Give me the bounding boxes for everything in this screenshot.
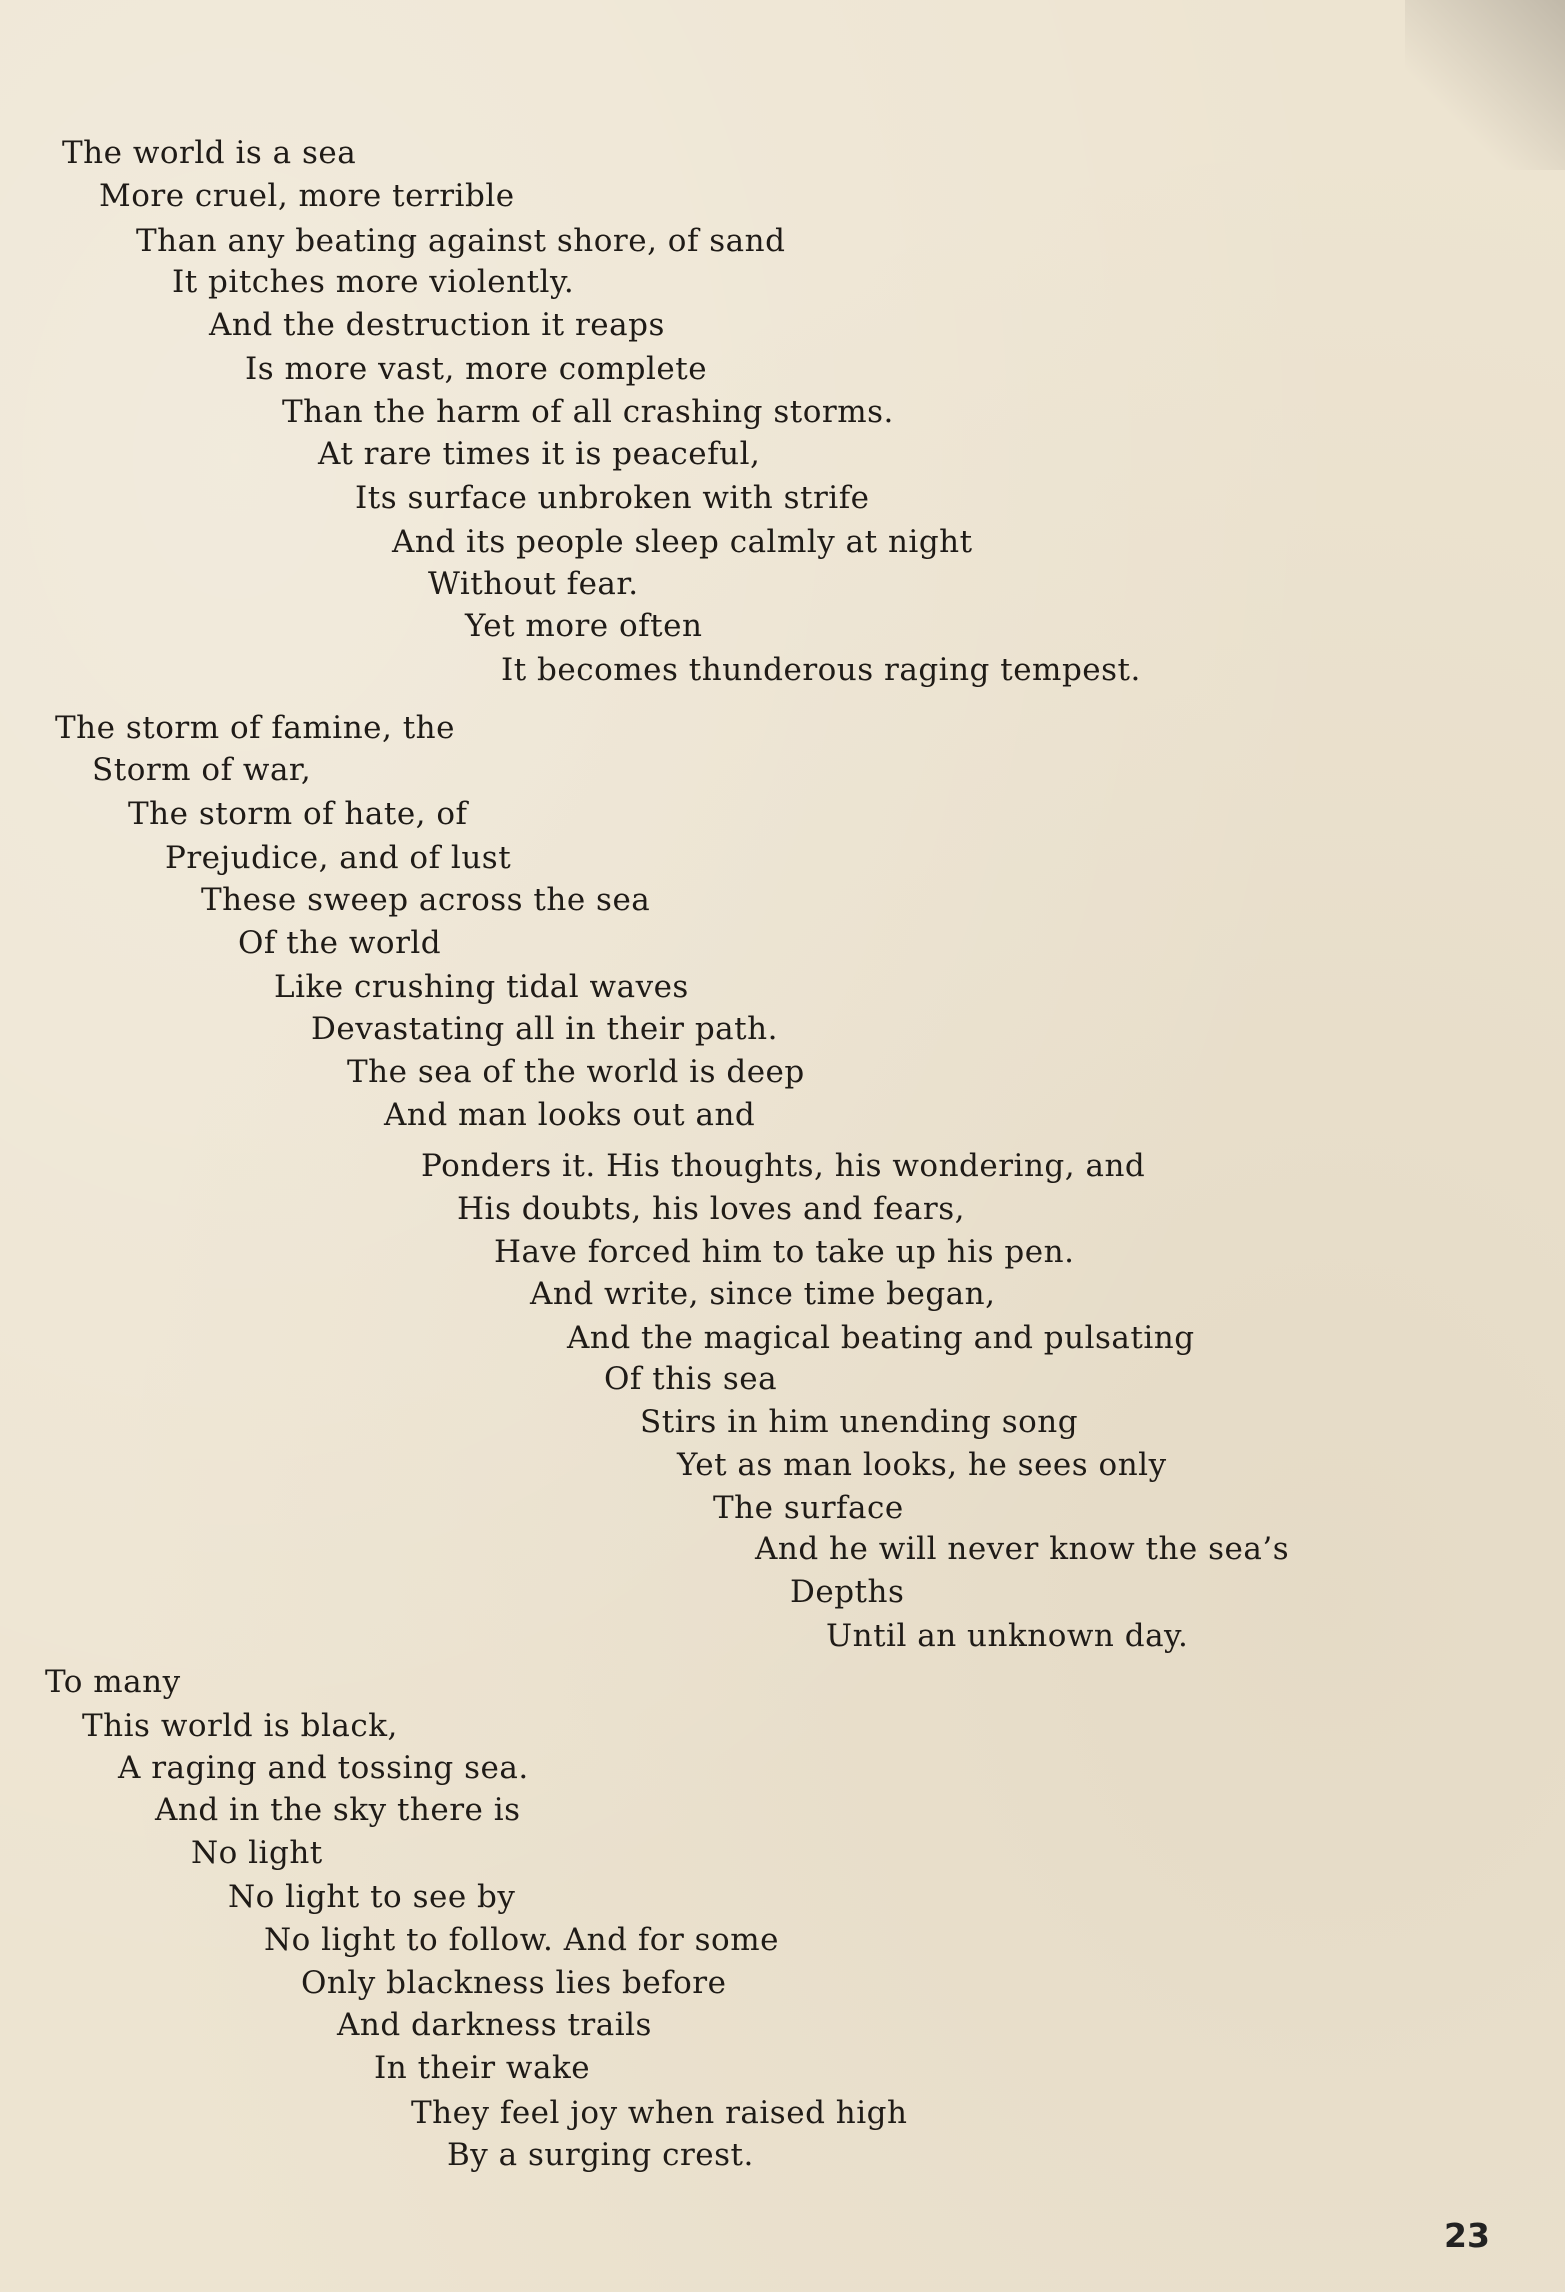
poem-line: Only blackness lies before <box>301 1965 727 2001</box>
poem-line: And the magical beating and pulsating <box>567 1320 1195 1356</box>
poem-line: Storm of war, <box>92 752 312 788</box>
poem-line: Than any beating against shore, of sand <box>136 223 786 259</box>
poem-line: They feel joy when raised high <box>411 2095 908 2131</box>
poem-line: A raging and tossing sea. <box>118 1750 529 1786</box>
poem-line: Devastating all in their path. <box>311 1011 778 1047</box>
poem-line: Until an unknown day. <box>826 1618 1189 1654</box>
poem-line: Depths <box>790 1574 905 1610</box>
poem-line: And he will never know the sea’s <box>755 1531 1290 1567</box>
poem-line: The world is a sea <box>62 135 357 171</box>
poem-line: His doubts, his loves and fears, <box>457 1191 965 1227</box>
poem-line: Prejudice, and of lust <box>165 840 512 876</box>
poem-line: Its surface unbroken with strife <box>355 480 870 516</box>
poem-line: The storm of famine, the <box>55 710 455 746</box>
poem-line: The sea of the world is deep <box>347 1054 805 1090</box>
poem-line: Of this sea <box>604 1361 778 1397</box>
poem-line: By a surging crest. <box>447 2137 754 2173</box>
poem-line: And write, since time began, <box>530 1276 996 1312</box>
poem-line: Stirs in him unending song <box>640 1404 1079 1440</box>
poem-line: In their wake <box>374 2050 591 2086</box>
poem-line: Yet as man looks, he sees only <box>677 1447 1167 1483</box>
poem-line: The surface <box>713 1490 904 1526</box>
poem-line: Like crushing tidal waves <box>274 969 689 1005</box>
poem-line: Than the harm of all crashing storms. <box>282 394 894 430</box>
poem-line: And the destruction it reaps <box>209 307 665 343</box>
poem-line: Have forced him to take up his pen. <box>494 1234 1075 1270</box>
poem-line: At rare times it is peaceful, <box>318 436 761 472</box>
poem-line: The storm of hate, of <box>128 796 468 832</box>
poem-line: And in the sky there is <box>155 1792 521 1828</box>
poem-line: No light to follow. And for some <box>264 1922 779 1958</box>
poem-line: And darkness trails <box>337 2007 652 2043</box>
poem-line: Ponders it. His thoughts, his wondering, and <box>421 1148 1146 1184</box>
poem-line: Yet more often <box>465 608 703 644</box>
poem-line: Is more vast, more complete <box>245 351 708 387</box>
page-number: 23 <box>1444 2216 1490 2255</box>
poem-line: Of the world <box>238 925 442 961</box>
poem-line: Without fear. <box>428 566 639 602</box>
poem-line: This world is black, <box>82 1708 398 1744</box>
poem-line: To many <box>45 1664 181 1700</box>
poem-line: These sweep across the sea <box>201 882 651 918</box>
poem-line: And its people sleep calmly at night <box>392 524 973 560</box>
poem-line: And man looks out and <box>384 1097 756 1133</box>
poem-line: It pitches more violently. <box>172 264 575 300</box>
poem-line: More cruel, more terrible <box>99 178 515 214</box>
poem-line: It becomes thunderous raging tempest. <box>501 652 1141 688</box>
poem-line: No light to see by <box>228 1879 516 1915</box>
poem-line: No light <box>191 1835 323 1871</box>
